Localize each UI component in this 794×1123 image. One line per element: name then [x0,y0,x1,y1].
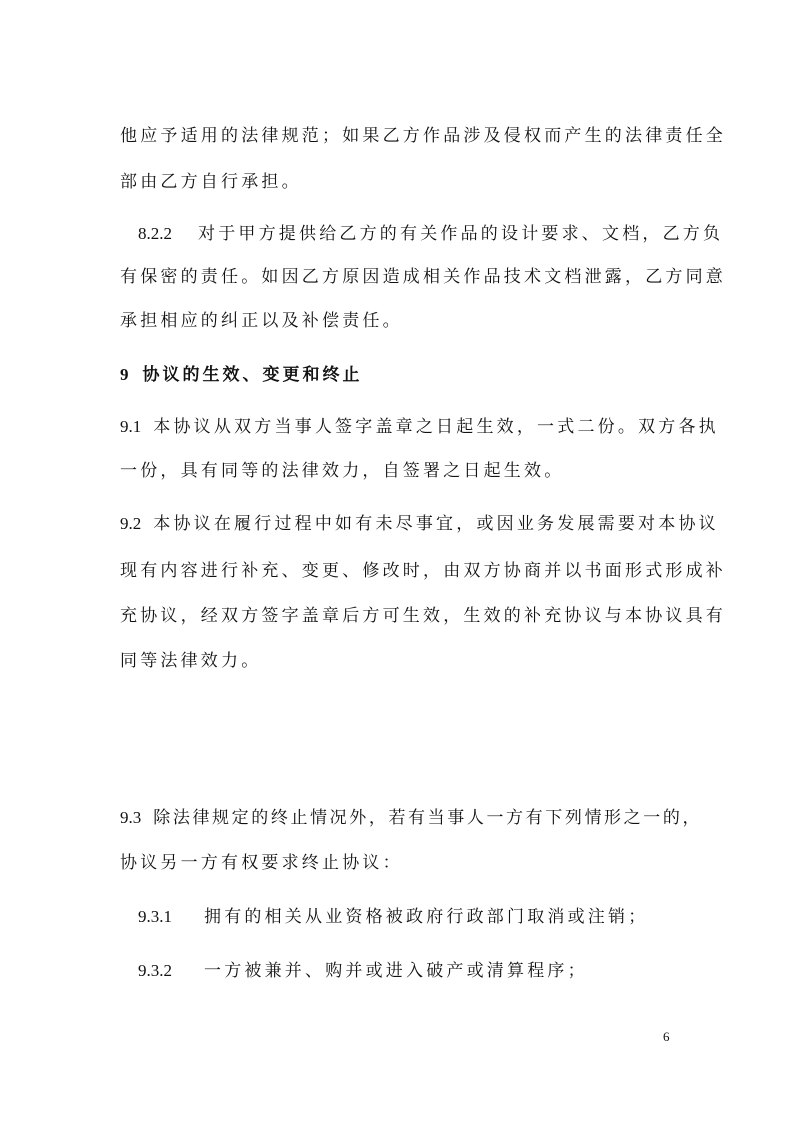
page-number: 6 [663,1029,670,1044]
clause-9-3-line-2: 协议另一方有权要求终止协议： [120,853,403,873]
clause-9-3-2 [138,959,588,983]
clause-number: 9.2 [120,514,142,533]
clause-9-2-line-2: 现有内容进行补充、变更、修改时，由双方协商并以书面形式形成补 [120,561,726,581]
clause-8-2-2-line-1 [138,222,723,246]
section-number: 9 [120,365,129,384]
clause-9-1-line-2: 一份，具有同等的法律效力，自签署之日起生效。 [120,461,565,481]
clause-8-2-1-line-1: 他应予适用的法律规范；如果乙方作品涉及侵权而产生的法律责任全 [120,126,726,146]
clause-text: 除法律规定的终止情况外，若有当事人一方有下列情形之一的， [153,808,703,828]
clause-8-2-2-line-3: 承担相应的纠正以及补偿责任。 [120,311,403,331]
clause-9-2-line-1 [120,512,719,536]
section-heading-9 [120,363,363,387]
section-title: 协议的生效、变更和终止 [142,365,363,385]
clause-9-1-line-1 [120,415,719,439]
clause-number: 8.2.2 [138,224,172,243]
clause-8-2-2-line-2: 有保密的责任。如因乙方原因造成相关作品技术文档泄露，乙方同意 [120,267,726,287]
clause-text: 本协议从双方当事人签字盖章之日起生效，一式二份。双方各执 [153,417,719,437]
clause-9-2-line-3: 充协议，经双方签字盖章后方可生效，生效的补充协议与本协议具有 [120,606,726,626]
clause-text: 本协议在履行过程中如有未尽事宜，或因业务发展需要对本协议 [153,514,719,534]
clause-9-3-1 [138,905,648,929]
clause-number: 9.1 [120,417,142,436]
clause-9-2-line-4: 同等法律效力。 [120,651,262,671]
clause-text: 拥有的相关从业资格被政府行政部门取消或注销； [204,907,649,927]
clause-9-3-line-1 [120,806,702,830]
clause-number: 9.3.1 [138,907,172,926]
clause-number: 9.3.2 [138,961,172,980]
clause-8-2-1-line-2: 部由乙方自行承担。 [120,172,302,192]
clause-text: 对于甲方提供给乙方的有关作品的设计要求、文档，乙方负 [198,224,724,244]
clause-number: 9.3 [120,808,142,827]
clause-text: 一方被兼并、购并或进入破产或清算程序； [204,961,588,981]
